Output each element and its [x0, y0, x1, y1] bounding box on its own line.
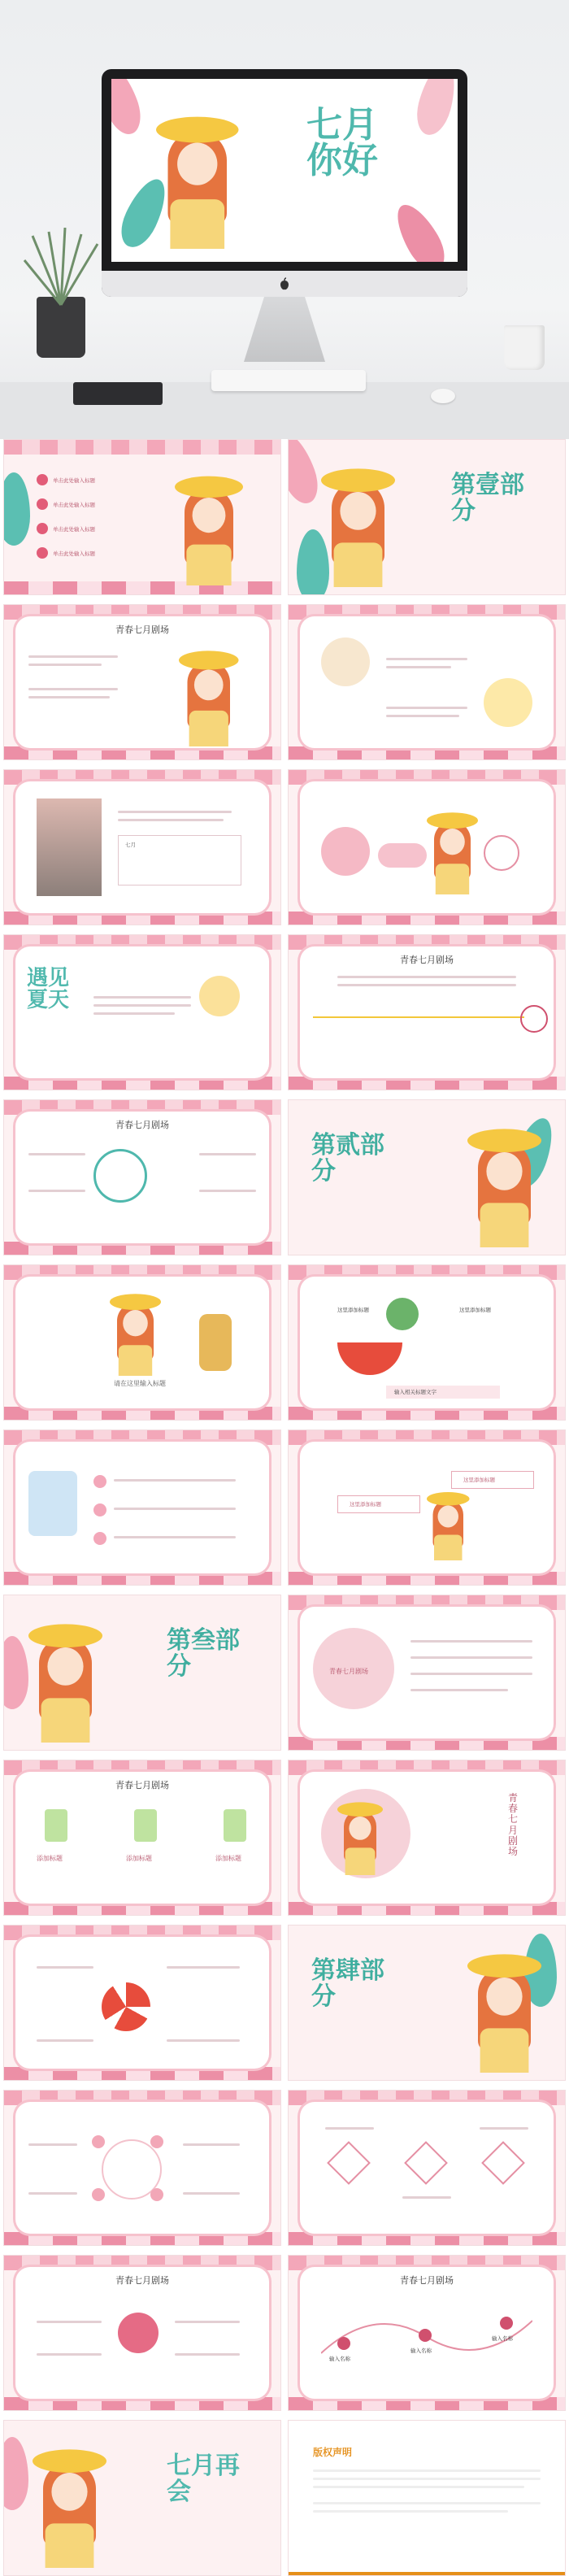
drink-icon	[224, 1809, 246, 1842]
slide-heading: 青春七月剧场	[115, 624, 169, 635]
text-placeholder	[37, 2353, 102, 2356]
title-box	[337, 1495, 420, 1513]
text-placeholder	[410, 1656, 532, 1659]
flower-bullet	[93, 1475, 106, 1488]
copyright-heading: 版权声明	[313, 2447, 353, 2458]
slide-content[interactable]	[288, 1429, 566, 1586]
section-title: 第壹部分	[451, 471, 524, 525]
vertical-caption: 青春七月剧场	[508, 1792, 519, 1857]
toc-marker	[37, 498, 48, 510]
text-placeholder	[28, 664, 102, 666]
text-placeholder	[28, 655, 118, 658]
text-placeholder	[28, 1153, 85, 1155]
toc-item: 单击此处输入标题	[53, 550, 95, 557]
title-box-text: 这里添加标题	[350, 1501, 381, 1508]
circle-decor	[93, 1149, 147, 1203]
text-placeholder	[93, 996, 191, 999]
item-label: 添加标题	[37, 1855, 63, 1862]
orbit-node	[150, 2135, 163, 2148]
slide-content[interactable]	[3, 2090, 281, 2246]
drink-icon	[45, 1809, 67, 1842]
text-placeholder	[313, 2486, 524, 2488]
text-placeholder	[402, 2196, 451, 2199]
text-placeholder	[480, 2127, 528, 2130]
decor-leaf	[411, 79, 458, 139]
text-placeholder	[28, 2192, 77, 2195]
hero-title	[306, 104, 378, 181]
text-placeholder	[37, 2039, 93, 2042]
slide-content[interactable]	[288, 604, 566, 760]
text-placeholder	[183, 2192, 240, 2195]
decor-leaf	[288, 439, 324, 508]
center-icon	[118, 2313, 159, 2353]
slide-content[interactable]	[3, 1760, 281, 1916]
slide-section-4[interactable]	[288, 1925, 566, 2081]
timeline-node	[419, 2329, 432, 2342]
slide-content[interactable]	[288, 769, 566, 925]
slide-copyright[interactable]	[288, 2420, 566, 2576]
flower-bullet	[93, 1532, 106, 1545]
text-placeholder	[167, 1966, 240, 1969]
circle-decor	[321, 827, 370, 876]
decor-leaf	[3, 472, 30, 546]
text-placeholder	[93, 1012, 175, 1015]
slide-heading: 青春七月剧场	[115, 1120, 169, 1130]
slide-toc[interactable]	[3, 439, 281, 595]
slide-content[interactable]	[3, 1099, 281, 1255]
girl-illustration	[33, 2441, 106, 2568]
node-label: 输入名称	[329, 2356, 350, 2362]
imac-stand	[244, 297, 325, 362]
toc-item: 单击此处输入标题	[53, 526, 95, 533]
text-placeholder	[118, 811, 232, 813]
text-placeholder	[114, 1479, 236, 1482]
text-placeholder	[175, 2353, 240, 2356]
girl-illustration	[467, 1120, 541, 1247]
slide-content[interactable]	[288, 1595, 566, 1751]
toc-marker	[37, 474, 48, 485]
flower-illustration	[199, 976, 240, 1016]
hero-title-line1: 七月	[306, 104, 378, 146]
text-art	[28, 1471, 77, 1536]
hero-title-line2: 你好	[306, 140, 378, 181]
text-placeholder	[28, 1190, 85, 1192]
decor-leaf	[3, 1636, 28, 1709]
text-placeholder	[93, 1004, 191, 1007]
big-title: 遇见夏天	[27, 966, 70, 1013]
plant-leaves	[16, 228, 106, 309]
text-placeholder	[114, 1508, 236, 1510]
slide-content[interactable]	[288, 1264, 566, 1421]
slide-section-1[interactable]	[288, 439, 566, 595]
text-placeholder	[386, 658, 467, 660]
slide-text[interactable]	[3, 934, 281, 1090]
slide-thumbnail-grid	[0, 439, 569, 2541]
girl-illustration	[321, 460, 395, 587]
text-placeholder	[386, 707, 467, 709]
slide-section-3[interactable]	[3, 1595, 281, 1751]
text-placeholder	[183, 2143, 240, 2146]
text-placeholder	[28, 688, 118, 690]
section-title: 第叁部分	[167, 1626, 240, 1681]
text-placeholder	[175, 2321, 240, 2323]
label: 这里添加标题	[337, 1307, 369, 1313]
slide-content[interactable]	[3, 1429, 281, 1586]
slide-content[interactable]	[3, 2255, 281, 2411]
node-label: 输入名称	[410, 2348, 432, 2354]
character-illustration	[386, 1298, 419, 1330]
text-placeholder	[410, 1640, 532, 1643]
flower-illustration	[484, 678, 532, 727]
text-placeholder	[199, 1190, 256, 1192]
label: 这里添加标题	[459, 1307, 491, 1313]
footer-bar	[289, 2572, 565, 2575]
text-placeholder	[410, 1689, 508, 1691]
text-placeholder	[386, 715, 459, 717]
drink-icon	[134, 1809, 157, 1842]
item-label: 添加标题	[126, 1855, 152, 1862]
hero-scene	[0, 0, 569, 439]
node-label: 输入名称	[492, 2335, 513, 2342]
circle-icon	[484, 835, 519, 871]
slide-content[interactable]	[3, 1264, 281, 1421]
keyboard	[211, 370, 366, 391]
cup	[504, 325, 545, 370]
decor-leaf	[3, 2437, 28, 2510]
mouse	[431, 389, 455, 403]
text-placeholder	[37, 2321, 102, 2323]
girl-illustration	[179, 644, 239, 746]
flower-illustration	[321, 637, 370, 686]
girl-illustration	[28, 1616, 102, 1743]
flower-garland	[313, 1016, 524, 1018]
text-placeholder	[118, 819, 224, 821]
orbit-node	[92, 2135, 105, 2148]
title-box	[451, 1471, 534, 1489]
toc-item: 单击此处输入标题	[53, 502, 95, 508]
slide-content[interactable]	[288, 2090, 566, 2246]
girl-illustration	[110, 1288, 161, 1376]
decor-leaf	[388, 198, 453, 262]
watermelon-pie-icon	[102, 1982, 150, 2031]
box-caption: 七月	[125, 842, 136, 848]
target-icon	[520, 1005, 548, 1033]
timeline-node	[337, 2337, 350, 2350]
girl-illustration	[427, 807, 478, 894]
slide-section-2[interactable]	[288, 1099, 566, 1255]
title-bar-text: 输入相关标题文字	[394, 1389, 437, 1395]
orbit-node	[92, 2188, 105, 2201]
slide-content[interactable]	[288, 1760, 566, 1916]
timeline-node	[500, 2317, 513, 2330]
slide-content[interactable]	[3, 1925, 281, 2081]
text-placeholder	[325, 2127, 374, 2130]
title-bar	[386, 1386, 500, 1399]
section-title: 第贰部分	[311, 1131, 384, 1186]
girl-illustration	[156, 107, 239, 249]
bouquet-illustration	[199, 1314, 232, 1371]
text-box	[118, 835, 241, 886]
text-placeholder	[313, 2469, 541, 2472]
slide-content[interactable]	[288, 934, 566, 1090]
text-placeholder	[313, 2502, 541, 2504]
slide-content[interactable]	[3, 604, 281, 760]
imac-chin	[102, 271, 467, 297]
decor-leaf	[111, 79, 147, 139]
toc-marker	[37, 523, 48, 534]
text-placeholder	[313, 2478, 541, 2480]
caption: 请在这里输入标题	[114, 1380, 166, 1387]
orbit-node	[150, 2188, 163, 2201]
text-placeholder	[337, 984, 516, 986]
slide-heading: 青春七月剧场	[115, 1780, 169, 1791]
slide-photo[interactable]	[3, 769, 281, 925]
ending-title: 七月再会	[167, 2452, 240, 2506]
slide-heading: 青春七月剧场	[400, 955, 454, 965]
toc-marker	[37, 547, 48, 559]
text-placeholder	[199, 1153, 256, 1155]
item-label: 添加标题	[215, 1855, 241, 1862]
caption: 青春七月剧场	[329, 1668, 368, 1675]
text-placeholder	[386, 666, 451, 668]
girl-illustration	[175, 468, 243, 585]
imac-screen	[111, 79, 458, 262]
toc-item: 单击此处输入标题	[53, 477, 95, 484]
text-placeholder	[28, 2143, 77, 2146]
text-placeholder	[313, 2510, 508, 2513]
slide-heading: 青春七月剧场	[115, 2275, 169, 2286]
notebook	[73, 382, 163, 405]
title-box-text: 这里添加标题	[463, 1477, 495, 1483]
apple-logo-icon	[279, 277, 290, 290]
section-title: 第肆部分	[311, 1956, 384, 2011]
slide-ending[interactable]	[3, 2420, 281, 2576]
label-pill	[378, 843, 427, 868]
flower-bullet	[93, 1503, 106, 1516]
text-placeholder	[114, 1536, 236, 1538]
slide-heading: 青春七月剧场	[400, 2275, 454, 2286]
girl-illustration	[337, 1797, 383, 1875]
text-placeholder	[167, 2039, 240, 2042]
text-placeholder	[410, 1673, 532, 1675]
slide-content[interactable]	[288, 2255, 566, 2411]
text-placeholder	[28, 696, 110, 698]
imac-monitor	[102, 69, 467, 297]
text-placeholder	[337, 976, 516, 978]
girl-illustration	[427, 1487, 470, 1560]
street-photo	[37, 798, 102, 896]
girl-illustration	[467, 1946, 541, 2073]
text-placeholder	[37, 1966, 93, 1969]
